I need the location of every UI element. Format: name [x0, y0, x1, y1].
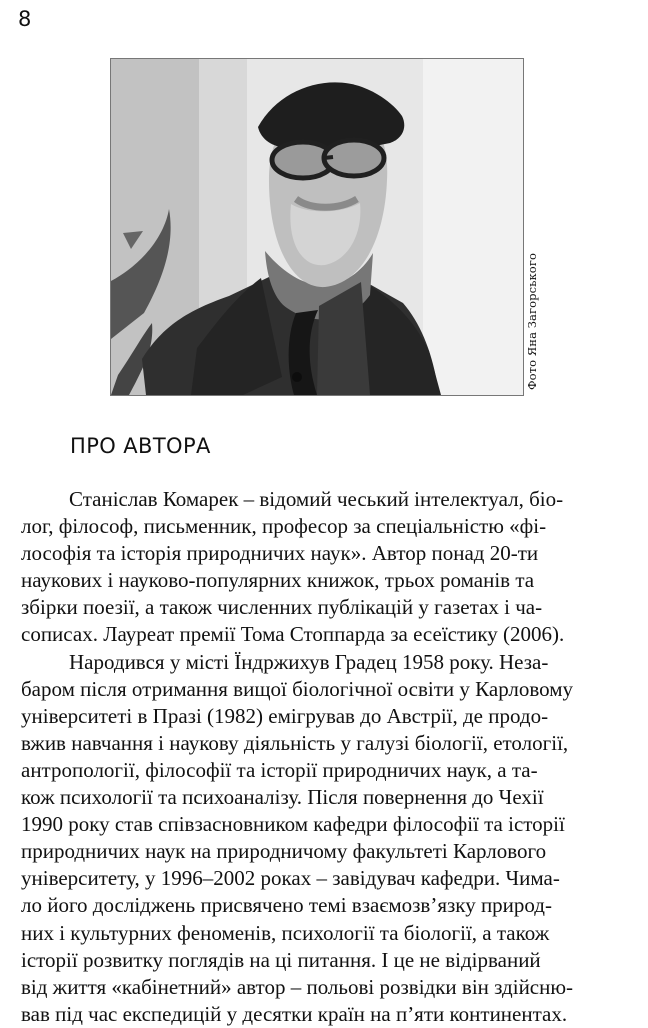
biography-line: антропології, філософії та історії природничих наук, а та-	[21, 757, 538, 782]
biography-line: Станіслав Комарек – відомий чеський інтелектуал, біо-	[69, 487, 564, 511]
biography-line: природничих наук на природничому факультеті Карлового	[21, 839, 547, 864]
biography-line: них і культурних феноменів, психології та біології, а також	[21, 920, 550, 945]
author-photo	[110, 58, 524, 396]
author-biography	[21, 486, 644, 1028]
biography-line: університету, у 1996–2002 роках – завідувач кафедри. Чима-	[21, 866, 560, 891]
biography-line: баром після отримання вищої біологічної освіти у Карловому	[21, 676, 574, 701]
biography-line: вав під час експедицій у десятки країн на п’яти континентах.	[21, 1001, 568, 1026]
biography-line: від життя «кабінетний» автор – польові розвідки він здійсню-	[21, 974, 574, 999]
biography-line: збірки поезії, а також численних публікацій у газетах і ча-	[21, 595, 543, 620]
page-number: 8	[18, 7, 32, 31]
biography-line: ло його досліджень присвячено темі взаємозв’язку природ-	[21, 893, 552, 918]
biography-line: Народився у місті Їндржихув Градец 1958 року. Неза-	[69, 649, 549, 674]
biography-line: вжив навчання і наукову діяльність у галузі біології, етології,	[21, 730, 569, 755]
biography-line: лософія та історія природничих наук». Автор понад 20-ти	[21, 541, 539, 566]
biography-line: кож психології та психоаналізу. Після повернення до Чехії	[21, 785, 544, 810]
biography-line: наукових і науково-популярних книжок, трьох романів та	[21, 568, 535, 593]
biography-line: університеті в Празі (1982) емігрував до Австрії, де продо-	[21, 703, 549, 728]
biography-line: 1990 року став співзасновником кафедри філософії та історії	[21, 812, 565, 837]
photo-credit: Фото Яна Загорського	[525, 253, 539, 390]
biography-line: лог, філософ, письменник, професор за спеціальністю «фі-	[21, 514, 547, 539]
biography-line: історії розвитку поглядів на ці питання. І це не відірваний	[21, 947, 541, 972]
biography-line: сописах. Лауреат премії Тома Стоппарда за есеїстику (2006).	[21, 622, 565, 647]
author-portrait-illustration	[111, 59, 523, 395]
section-title: ПРО АВТОРА	[70, 434, 211, 458]
